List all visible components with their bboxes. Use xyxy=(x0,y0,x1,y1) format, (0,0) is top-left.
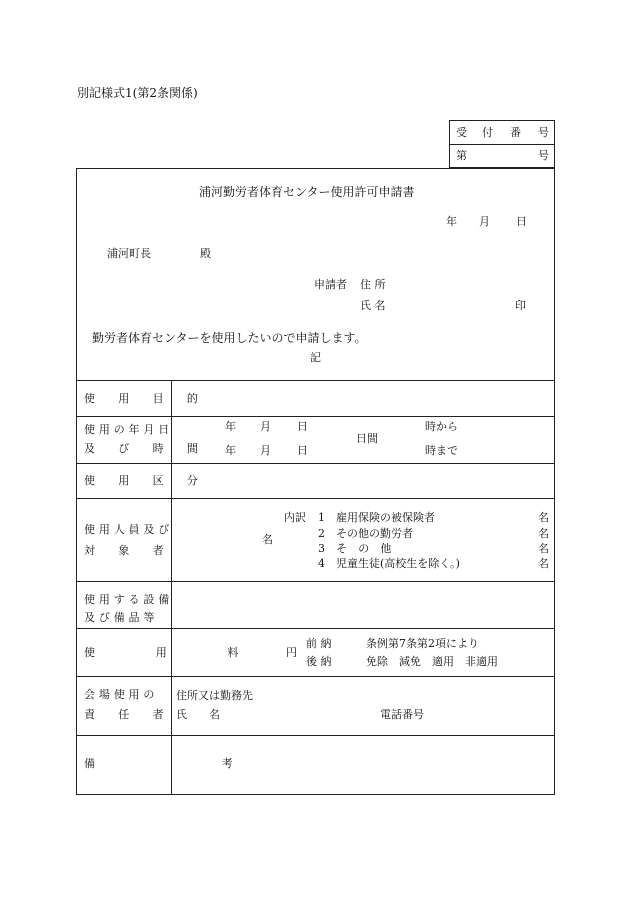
applicant-label: 申請者 xyxy=(314,278,347,291)
responsible-phone-label: 電話番号 xyxy=(380,708,424,721)
persons-item-unit: 名 xyxy=(538,527,549,540)
persons-item-num: 3 xyxy=(318,542,325,555)
form-title: 浦河勤労者体育センター使用許可申請書 xyxy=(199,185,415,199)
category-label: 使 用 区 分 xyxy=(84,474,208,487)
responsible-name-label: 氏 名 xyxy=(176,708,220,721)
row-line xyxy=(76,416,555,417)
fee-options: 免除 減免 適用 非適用 xyxy=(366,655,498,668)
datetime-days: 日間 xyxy=(356,432,378,445)
application-statement: 勤労者体育センターを使用したいので申請します。 xyxy=(92,331,367,345)
receipt-char-1: 受 xyxy=(456,126,467,139)
category-field[interactable] xyxy=(172,464,554,497)
receipt-char-2: 付 xyxy=(482,126,493,139)
equipment-label-1: 使用する設備 xyxy=(84,593,174,606)
date-month: 月 xyxy=(479,215,490,228)
datetime-end-day: 日 xyxy=(297,444,308,457)
datetime-start-year: 年 xyxy=(225,420,236,433)
fee-yen: 円 xyxy=(286,646,297,659)
addressee-name: 浦河町長 xyxy=(107,247,151,260)
persons-item-num: 1 xyxy=(318,511,325,524)
remarks-label: 備 考 xyxy=(84,757,295,770)
seal-mark: 印 xyxy=(515,299,526,312)
persons-label-1: 使用人員及び xyxy=(84,523,174,536)
ki-mark: 記 xyxy=(310,351,321,364)
applicant-address-label: 住 所 xyxy=(360,278,386,291)
datetime-end-year: 年 xyxy=(225,444,236,457)
datetime-end-month: 月 xyxy=(260,444,271,457)
receipt-char-3: 番 xyxy=(510,126,521,139)
responsible-label-1: 会場使用の xyxy=(84,688,159,701)
persons-item-text: その他の勤労者 xyxy=(336,527,413,540)
applicant-name-label: 氏 名 xyxy=(360,299,386,312)
addressee-honorific: 殿 xyxy=(200,247,211,260)
receipt-char-4: 号 xyxy=(538,126,549,139)
datetime-until: 時まで xyxy=(425,444,458,457)
datetime-from: 時から xyxy=(425,420,458,433)
fee-clause: 条例第7条第2項により xyxy=(366,637,479,650)
persons-item-unit: 名 xyxy=(538,557,549,570)
row-line xyxy=(76,628,555,629)
persons-item-text: 児童生徒(高校生を除く。) xyxy=(336,557,460,570)
fee-postpay: 後 納 xyxy=(306,655,332,668)
equipment-field[interactable] xyxy=(172,582,554,627)
persons-item-unit: 名 xyxy=(538,542,549,555)
purpose-label: 使 用 目 的 xyxy=(84,392,208,405)
remarks-field[interactable] xyxy=(172,736,554,794)
persons-item-text: そ の 他 xyxy=(336,542,396,555)
purpose-field[interactable] xyxy=(172,381,554,415)
persons-label-2: 対 象 者 xyxy=(84,544,174,557)
datetime-start-day: 日 xyxy=(297,420,308,433)
fee-label: 使 用 料 xyxy=(84,646,267,659)
persons-breakdown: 内訳 xyxy=(284,511,306,524)
persons-item-text: 雇用保険の被保険者 xyxy=(336,511,435,524)
datetime-label-2: 及 び 時 間 xyxy=(84,442,208,455)
persons-total-unit: 名 xyxy=(262,533,273,546)
equipment-label-2: 及び備品等 xyxy=(84,611,159,624)
receipt-no-prefix: 第 xyxy=(456,149,467,162)
persons-item-unit: 名 xyxy=(538,511,549,524)
receipt-no-suffix: 号 xyxy=(538,149,549,162)
persons-item-num: 2 xyxy=(318,527,325,540)
responsible-label-2: 責 任 者 xyxy=(84,708,174,721)
responsible-address-label: 住所又は勤務先 xyxy=(176,689,253,702)
datetime-label-1: 使用の年月日 xyxy=(84,423,174,436)
row-line xyxy=(76,498,555,499)
persons-item-num: 4 xyxy=(318,557,325,570)
form-label: 別記様式1(第2条関係) xyxy=(77,86,198,100)
row-line xyxy=(76,676,555,677)
fee-prepay: 前 納 xyxy=(306,637,332,650)
date-year: 年 xyxy=(446,215,457,228)
date-day: 日 xyxy=(516,215,527,228)
datetime-start-month: 月 xyxy=(260,420,271,433)
receipt-divider xyxy=(449,144,555,145)
